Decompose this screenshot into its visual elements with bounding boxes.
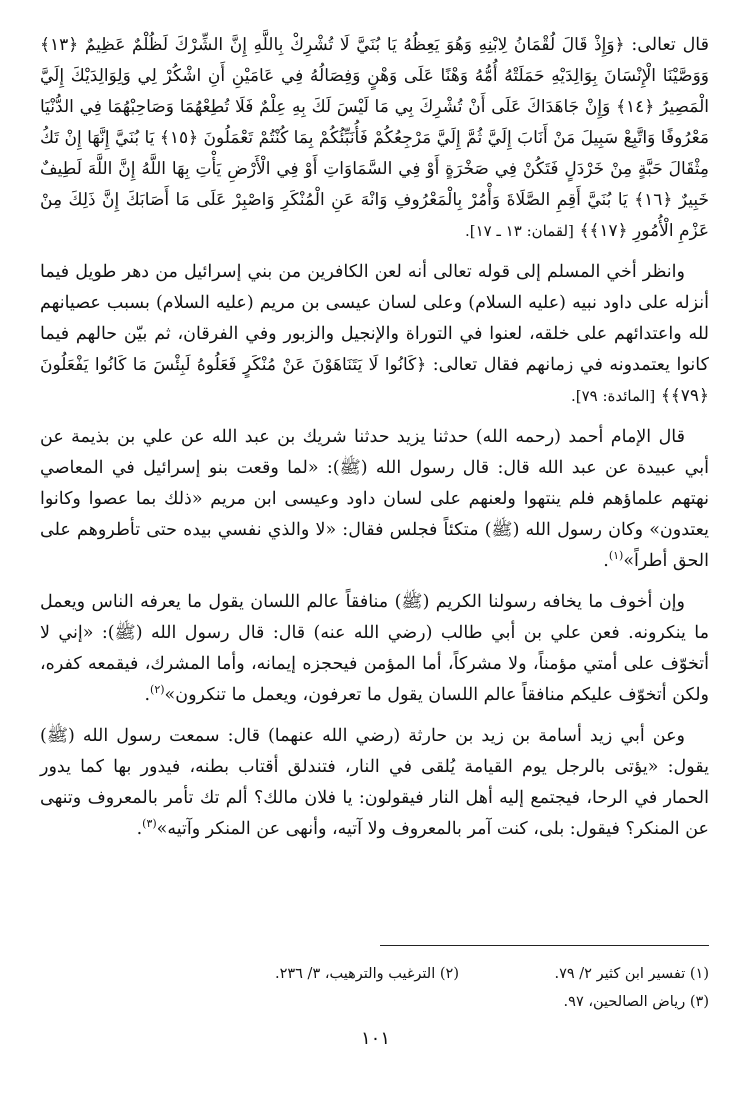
page-number: ١٠١	[360, 1028, 390, 1049]
paragraph-bani-israel	[40, 257, 709, 412]
paragraph-luqman	[40, 30, 709, 247]
paragraph-munafiq	[40, 587, 709, 711]
footnote-divider	[380, 945, 709, 946]
footnote-number: (٣)	[689, 994, 709, 1010]
paragraph-text: قال الإمام أحمد (رحمه الله) حدثنا يزيد حدثنا شريك بن عبد الله عن علي بن بذيمة عن أبي عبيدة عن عبد الله قال: قال رسول الله (ﷺ): «لما وقعت بنو إسرائيل في المعاصي نهتهم علماؤهم فلم ينتهوا ولعنهم على لسان داود وعيسى ابن مريم «ذلك بما عصوا وكانوا يعتدون» وكان رسول الله (ﷺ) متكئاً فجلس فقال: «لا والذي نفسي بيده حتى تأطروهم على الحق أطراً»	[40, 427, 709, 571]
footnote-mark[interactable]: (٣)	[142, 817, 157, 831]
footnote-3	[459, 988, 709, 1016]
quran-verse: ﴿وَإِذْ قَالَ لُقْمَانُ لِابْنِهِ وَهُوَ يَعِظُهُ يَا بُنَيَّ لَا تُشْرِكْ بِاللَّهِ إِنَّ الشِّرْكَ لَظُلْمٌ عَظِيمٌ ﴿١٣﴾ وَوَصَّيْنَا الْإِنْسَانَ بِوَالِدَيْهِ حَمَلَتْهُ أُمُّهُ وَهْنًا عَلَى وَهْنٍ وَفِصَالُهُ فِي عَامَيْنِ أَنِ اشْكُرْ لِي وَلِوَالِدَيْكَ إِلَيَّ الْمَصِيرُ ﴿١٤﴾ وَإِنْ جَاهَدَاكَ عَلَى أَنْ تُشْرِكَ بِي مَا لَيْسَ لَكَ بِهِ عِلْمٌ فَلَا تُطِعْهُمَا وَصَاحِبْهُمَا فِي الدُّنْيَا مَعْرُوفًا وَاتَّبِعْ سَبِيلَ مَنْ أَنَابَ إِلَيَّ ثُمَّ إِلَيَّ مَرْجِعُكُمْ فَأُنَبِّئُكُمْ بِمَا كُنْتُمْ تَعْمَلُونَ ﴿١٥﴾ يَا بُنَيَّ إِنَّهَا إِنْ تَكُ مِثْقَالَ حَبَّةٍ مِنْ خَرْدَلٍ فَتَكُنْ فِي صَخْرَةٍ أَوْ فِي السَّمَاوَاتِ أَوْ فِي الْأَرْضِ يَأْتِ بِهَا اللَّهُ إِنَّ اللَّهَ لَطِيفٌ خَبِيرٌ ﴿١٦﴾ يَا بُنَيَّ أَقِمِ الصَّلَاةَ وَأْمُرْ بِالْمَعْرُوفِ وَانْهَ عَنِ الْمُنْكَرِ وَاصْبِرْ عَلَى مَا أَصَابَكَ إِنَّ ذَلِكَ مِنْ عَزْمِ الْأُمُورِ ﴿١٧﴾﴾	[40, 35, 710, 241]
footnote-row	[40, 960, 709, 988]
paragraph-end: .	[144, 685, 151, 705]
footnote-mark[interactable]: (١)	[608, 549, 624, 563]
paragraph-ahmad-hadith	[40, 422, 709, 577]
paragraph-text: وانظر أخي المسلم إلى قوله تعالى أنه لعن الكافرين من بني إسرائيل من دهر طويل فيما أنزله على داود نبيه (عليه السلام) وعلى لسان عيسى بن مريم (عليه السلام) بسبب عصيانهم لله واعتدائهم على خلقه، لعنوا في التوراة والإنجيل والزبور وفي الفرقان، ثم بيّن حالهم فيما كانوا يعتمدونه في زمانهم فقال تعالى:	[40, 262, 709, 375]
paragraph-end: .	[136, 819, 143, 839]
verse-reference: [المائدة: ٧٩].	[570, 387, 656, 405]
paragraph-text: وعن أبي زيد أسامة بن زيد بن حارثة (رضي الله عنهما) قال: سمعت رسول الله (ﷺ) يقول: «يؤتى بالرجل يوم القيامة يُلقى في النار، فتندلق أقتاب بطنه، فيدور بها كما يدور الحمار في الرحا، فيجتمع إليه أهل النار فيقولون: يا فلان مالك؟ ألم تك تأمر بالمعروف وتنهى عن المنكر؟ فيقول: بلى، كنت آمر بالمعروف ولا آتيه، وأنهى عن المنكر وآتيه»	[40, 726, 709, 839]
verse-reference: [لقمان: ١٣ ـ ١٧].	[464, 222, 574, 240]
footnotes	[40, 960, 709, 1016]
footnote-text: رياض الصالحين، ٩٧.	[563, 994, 686, 1010]
footnote-number: (١)	[689, 966, 709, 982]
footnote-mark[interactable]: (٢)	[150, 683, 165, 697]
paragraph-usama	[40, 721, 709, 845]
footnote-number: (٢)	[439, 966, 459, 982]
footnote-text: الترغيب والترهيب، ٣/ ٢٣٦.	[274, 966, 436, 982]
paragraph-end: .	[603, 551, 609, 571]
footnote-1	[459, 960, 709, 988]
footnote-row	[40, 988, 709, 1016]
paragraph-text: وإن أخوف ما يخافه رسولنا الكريم (ﷺ) منافقاً عالم اللسان يقول ما يعرفه الناس ويعمل ما ينكرونه. فعن علي بن أبي طالب (رضي الله عنه) قال: قال رسول الله (ﷺ): «إني لا أتخوّف على أمتي مؤمناً، ولا مشركاً، أما المؤمن فيحجزه إيمانه، وأما المشرك، فيقمعه كفره، ولكن أتخوّف عليكم منافقاً عالم اللسان يقول ما تعرفون، ويعمل ما تنكرون»	[40, 592, 709, 705]
footnote-2	[209, 960, 459, 988]
intro-text: قال تعالى:	[631, 35, 709, 55]
footnote-text: تفسير ابن كثير ٢/ ٧٩.	[554, 966, 686, 982]
quran-verse: ﴿كَانُوا لَا يَتَنَاهَوْنَ عَنْ مُنْكَرٍ فَعَلُوهُ لَبِئْسَ مَا كَانُوا يَفْعَلُونَ ﴿٧٩﴾﴾	[40, 355, 709, 406]
